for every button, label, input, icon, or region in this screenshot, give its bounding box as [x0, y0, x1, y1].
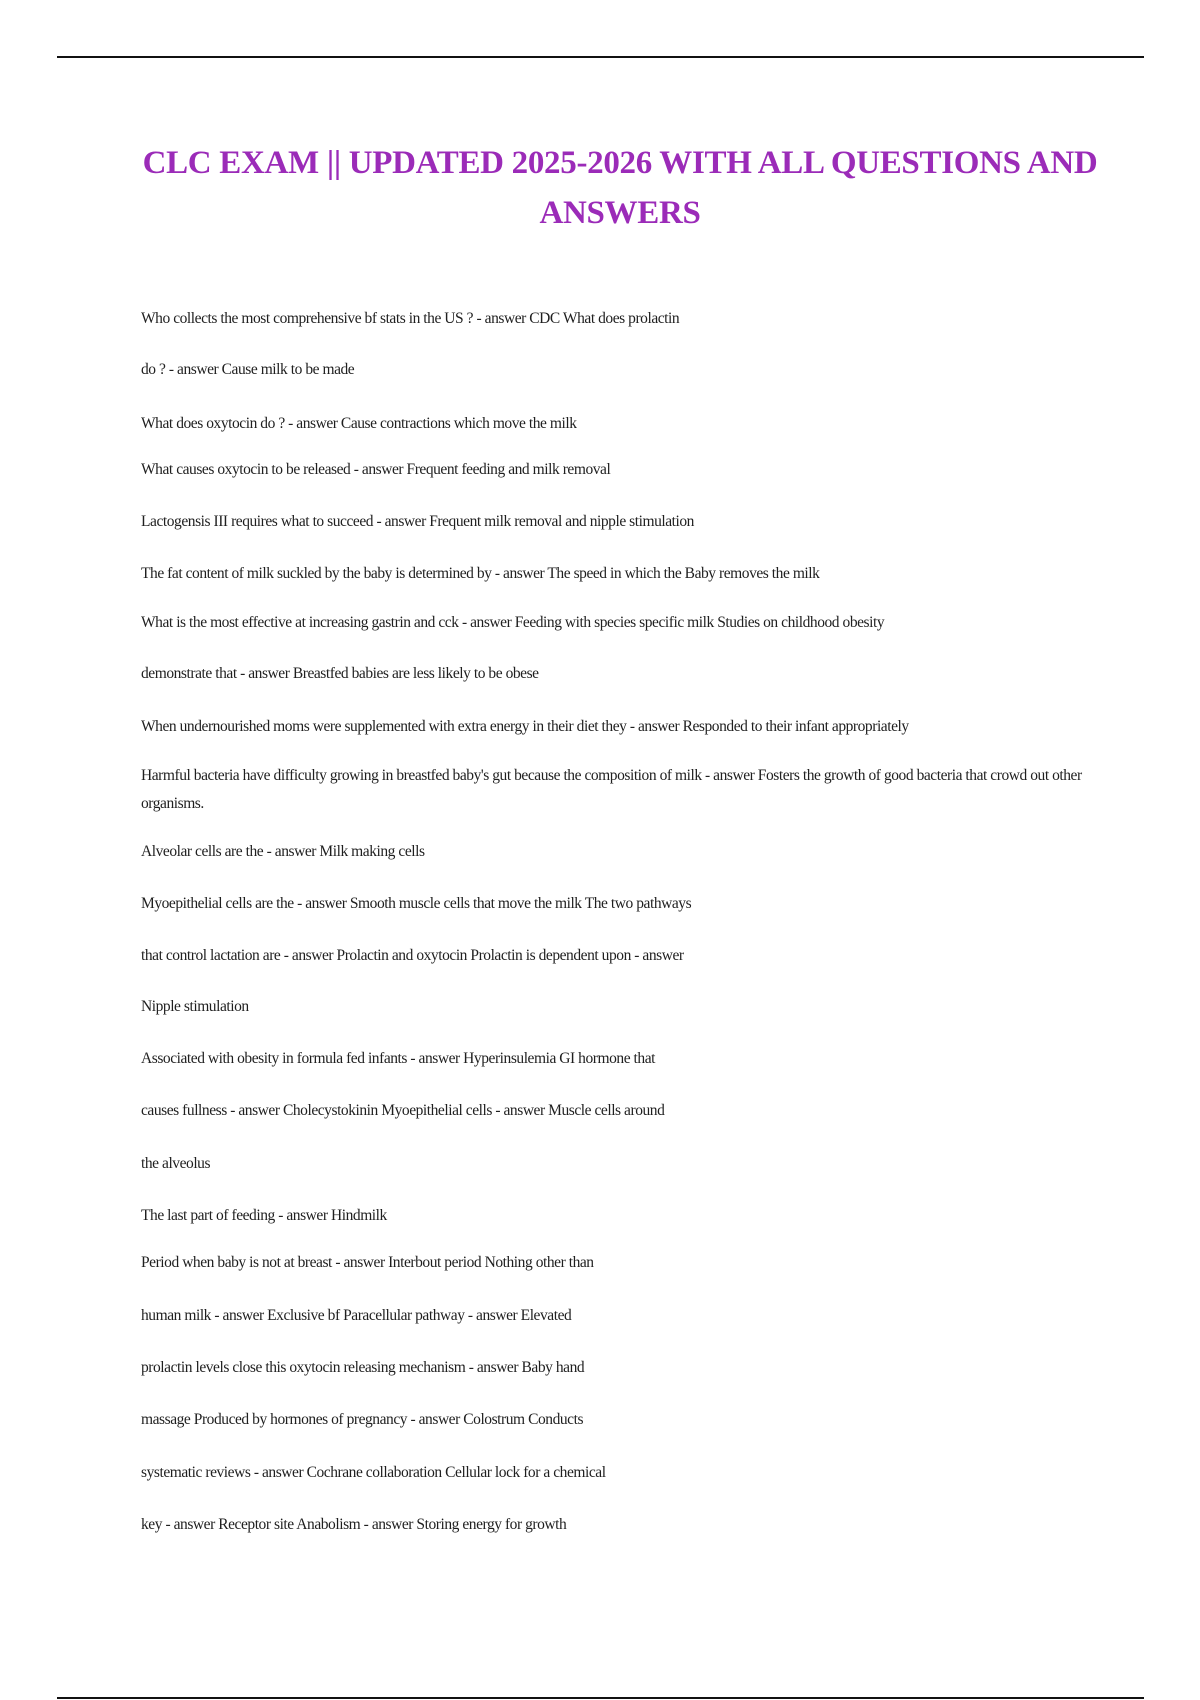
- qa-line: causes fullness - answer Cholecystokinin Myoepithelial cells - answer Muscle cells around: [141, 1102, 665, 1119]
- qa-line: Myoepithelial cells are the - answer Smooth muscle cells that move the milk The two pathways: [141, 895, 692, 912]
- qa-line: The last part of feeding - answer Hindmilk: [141, 1207, 387, 1224]
- qa-line: demonstrate that - answer Breastfed babies are less likely to be obese: [141, 665, 539, 682]
- qa-line: do ? - answer Cause milk to be made: [141, 361, 355, 378]
- qa-line: Lactogensis III requires what to succeed - answer Frequent milk removal and nipple stimulation: [141, 513, 694, 530]
- document-title: CLC EXAM || UPDATED 2025-2026 WITH ALL QUESTIONS AND ANSWERS: [142, 145, 1098, 231]
- top-rule: [57, 56, 1144, 58]
- qa-line: Who collects the most comprehensive bf stats in the US ? - answer CDC What does prolactin: [141, 310, 680, 327]
- bottom-rule: [57, 1697, 1144, 1699]
- qa-line: Nipple stimulation: [141, 998, 249, 1015]
- qa-line: massage Produced by hormones of pregnancy - answer Colostrum Conducts: [141, 1411, 584, 1428]
- qa-line: Alveolar cells are the - answer Milk making cells: [141, 843, 425, 860]
- qa-line: Period when baby is not at breast - answer Interbout period Nothing other than: [141, 1254, 594, 1271]
- qa-line: that control lactation are - answer Prolactin and oxytocin Prolactin is dependent upon - answer: [141, 947, 684, 964]
- qa-line: When undernourished moms were supplemented with extra energy in their diet they - answer Responded to their infant appropriately: [141, 718, 909, 735]
- qa-line: The fat content of milk suckled by the baby is determined by - answer The speed in which the Baby removes the milk: [141, 565, 820, 582]
- qa-line: prolactin levels close this oxytocin releasing mechanism - answer Baby hand: [141, 1359, 585, 1376]
- qa-line: the alveolus: [141, 1155, 211, 1172]
- qa-line: What is the most effective at increasing gastrin and cck - answer Feeding with species specific milk Studies on childhood obesity: [141, 614, 885, 631]
- qa-line: human milk - answer Exclusive bf Paracellular pathway - answer Elevated: [141, 1307, 572, 1324]
- qa-line: Associated with obesity in formula fed infants - answer Hyperinsulemia GI hormone that: [141, 1050, 655, 1067]
- qa-line: Harmful bacteria have difficulty growing in breastfed baby's gut because the composition of milk - answer Fosters the growth of good bacteria that crowd out other organisms.: [141, 767, 1082, 812]
- qa-line: What causes oxytocin to be released - answer Frequent feeding and milk removal: [141, 461, 611, 478]
- qa-line: systematic reviews - answer Cochrane collaboration Cellular lock for a chemical: [141, 1464, 606, 1481]
- qa-line: What does oxytocin do ? - answer Cause contractions which move the milk: [141, 415, 577, 432]
- qa-line: key - answer Receptor site Anabolism - answer Storing energy for growth: [141, 1516, 567, 1533]
